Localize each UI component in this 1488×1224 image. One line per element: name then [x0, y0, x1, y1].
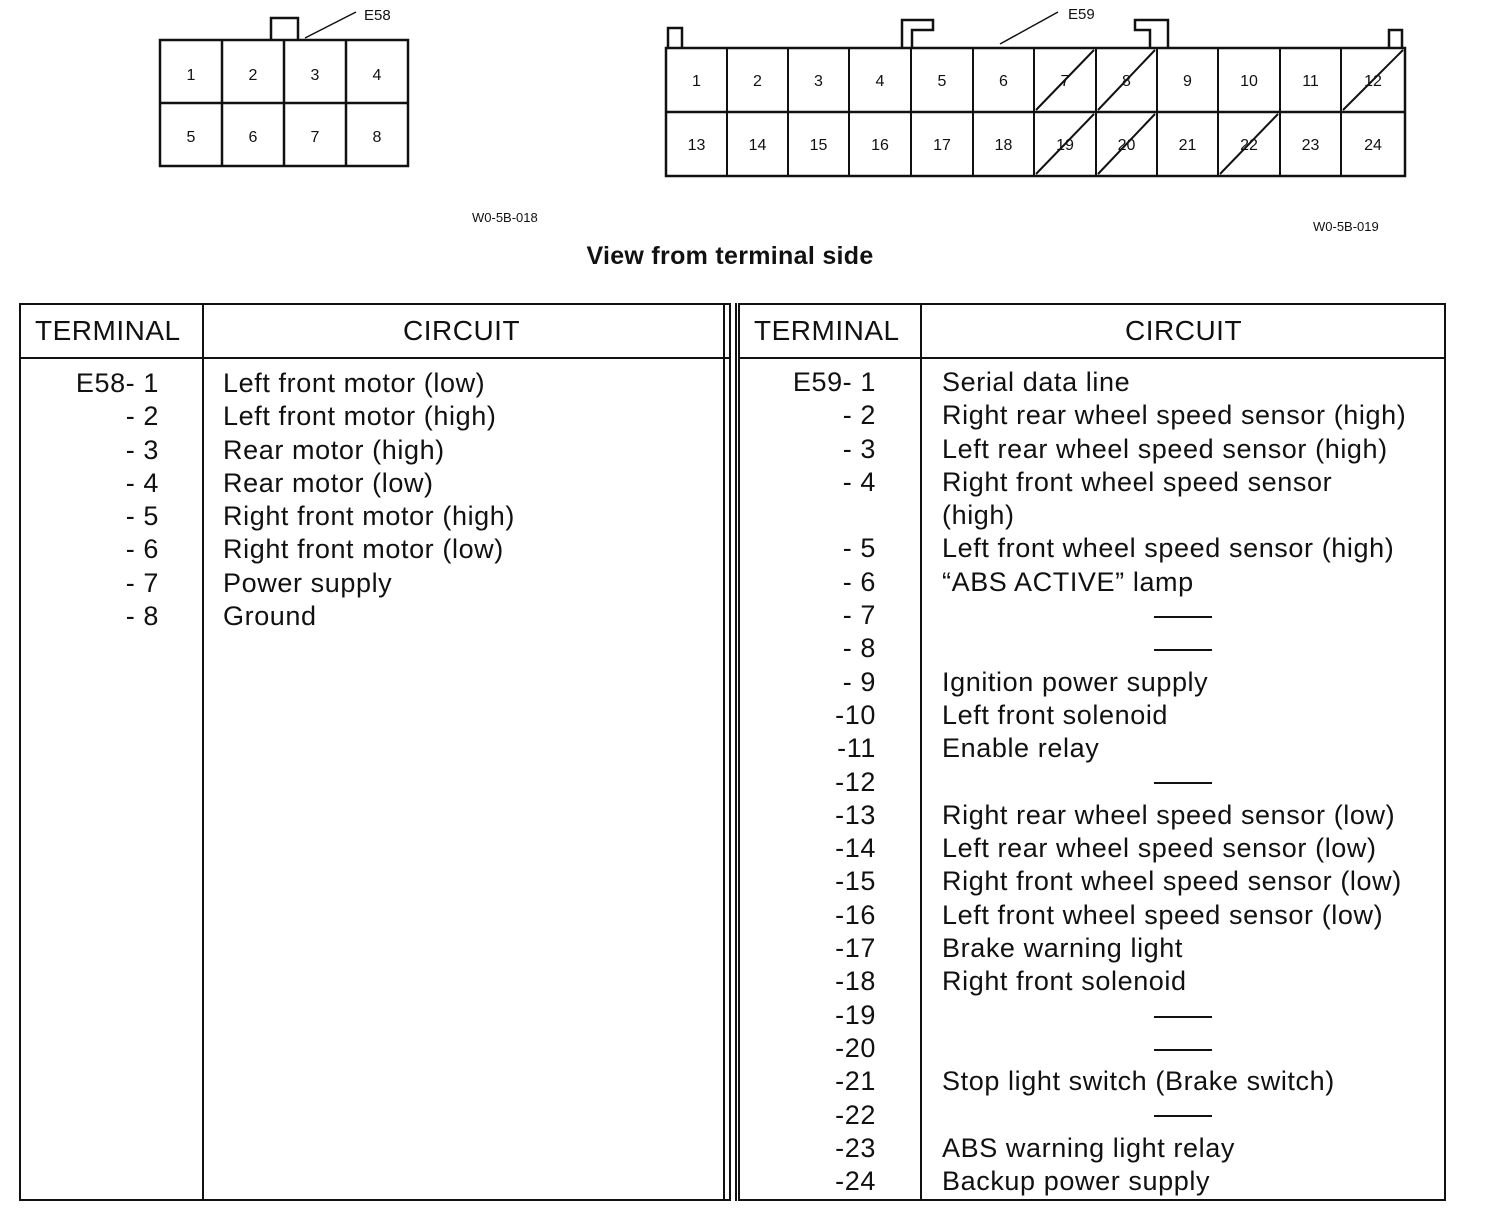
- header-terminal: TERMINAL: [754, 315, 900, 346]
- e58-figure-code: W0-5B-018: [472, 210, 538, 225]
- e59-terminal-1: - 2: [842, 400, 876, 431]
- e59-terminal-19: -19: [835, 999, 876, 1030]
- e59-pin-18: 18: [994, 137, 1013, 154]
- e59-pin-1: 1: [692, 73, 701, 90]
- e59-circuit-15: Right front wheel speed sensor (low): [942, 866, 1402, 897]
- e59-terminal-10: -10: [835, 699, 876, 730]
- e59-terminal-12: -12: [835, 766, 876, 797]
- e58-terminal-0: E58- 1: [75, 368, 159, 398]
- terminal-list: [21, 367, 159, 633]
- e58-terminal-5: - 6: [125, 534, 159, 565]
- e59-unused-pin-slash-19: [1036, 114, 1094, 174]
- not-used-dash: [1154, 1049, 1212, 1051]
- e58-terminal-7: - 8: [125, 601, 159, 632]
- e59-circuit-18: Right front solenoid: [942, 966, 1187, 997]
- not-used-dash: [1154, 616, 1212, 618]
- e59-circuit-1: Right rear wheel speed sensor (high): [942, 400, 1407, 431]
- not-used-dash: [1154, 1016, 1212, 1018]
- e59-terminal-17: -17: [835, 933, 876, 964]
- e59-pin-15: 15: [809, 137, 828, 154]
- e59-terminal-18: -18: [835, 966, 876, 997]
- e59-terminal-14: -14: [835, 833, 876, 864]
- e58-circuit-6: Power supply: [223, 567, 393, 598]
- e59-circuit-22: [942, 1099, 1406, 1132]
- e58-pin-3: 3: [310, 67, 320, 84]
- e58-circuit-4: Right front motor (high): [223, 501, 516, 532]
- e59-pin-22: 22: [1240, 137, 1258, 154]
- e59-circuit-24: Backup power supply: [942, 1166, 1211, 1197]
- e59-circuit-23: ABS warning light relay: [942, 1132, 1235, 1163]
- e59-terminal-6: - 6: [842, 566, 876, 597]
- e59-pin-13: 13: [687, 137, 706, 154]
- e59-circuit-19: [942, 999, 1406, 1032]
- e59-circuit-5: Left front wheel speed sensor (high): [942, 533, 1395, 564]
- e59-circuit-10: Left front solenoid: [942, 699, 1169, 730]
- e58-pin-5: 5: [186, 129, 196, 146]
- e58-pin-6: 6: [248, 129, 258, 146]
- e59-terminal-5: - 5: [842, 533, 876, 564]
- e59-terminal-8: - 8: [842, 633, 876, 664]
- e59-terminal-11: -11: [837, 733, 876, 764]
- e59-circuit-16: Left front wheel speed sensor (low): [942, 899, 1384, 930]
- e59-unused-pin-slash-22: [1220, 114, 1278, 174]
- e59-pin-11: 11: [1302, 73, 1319, 90]
- not-used-dash: [1154, 782, 1212, 784]
- header-circuit: CIRCUIT: [1125, 315, 1243, 346]
- e59-circuit-21: Stop light switch (Brake switch): [942, 1066, 1335, 1097]
- e59-circuit-12: [942, 766, 1406, 799]
- e59-pin-5: 5: [937, 73, 947, 90]
- e58-pin-7: 7: [310, 129, 320, 146]
- e59-connector: [666, 12, 1405, 176]
- e59-label: E59: [1068, 6, 1095, 23]
- e58-terminal-4: - 5: [125, 501, 159, 532]
- e58-circuit-1: Left front motor (high): [223, 401, 497, 432]
- e58-label: E58: [364, 7, 391, 24]
- e59-circuit-11: Enable relay: [942, 733, 1100, 764]
- e59-terminal-3: - 4: [842, 466, 876, 497]
- e59-pin-17: 17: [933, 137, 951, 154]
- e58-terminal-3: - 4: [125, 467, 159, 498]
- e59-terminal-22: -22: [835, 1099, 876, 1130]
- circuit-list: [942, 366, 1406, 1198]
- e59-terminal-16: -16: [835, 899, 876, 930]
- e58-circuit-3: Rear motor (low): [223, 467, 434, 498]
- not-used-dash: [1154, 1115, 1212, 1117]
- e59-terminal-2: - 3: [842, 433, 876, 464]
- table-divider: [723, 303, 737, 1201]
- e59-pin-23: 23: [1301, 137, 1320, 154]
- e58-circuit-2: Rear motor (high): [223, 434, 445, 465]
- e59-terminal-24: -24: [835, 1166, 876, 1197]
- e58-circuit-7: Ground: [223, 601, 317, 632]
- e59-circuit-4: (high): [942, 500, 1015, 531]
- header-terminal: TERMINAL: [35, 315, 181, 346]
- e59-pin-19: 19: [1056, 137, 1074, 154]
- e59-pin-12: 12: [1364, 73, 1382, 90]
- e59-pin-9: 9: [1183, 73, 1192, 90]
- e59-terminal-4: [740, 499, 876, 532]
- e59-pin-3: 3: [814, 73, 823, 90]
- e59-circuit-3: Right front wheel speed sensor: [942, 466, 1333, 497]
- e59-circuit-0: Serial data line: [942, 367, 1131, 397]
- e58-terminal-6: - 7: [125, 567, 159, 598]
- e59-pin-16: 16: [871, 137, 889, 154]
- e59-pin-14: 14: [748, 137, 767, 154]
- e58-terminal-table: [19, 303, 731, 1201]
- e59-circuit-9: Ignition power supply: [942, 666, 1209, 697]
- e59-terminal-7: - 7: [842, 600, 876, 631]
- e59-circuit-7: [942, 599, 1406, 632]
- e59-terminal-13: -13: [835, 799, 876, 830]
- e59-unused-pin-slash-20: [1098, 114, 1155, 174]
- e59-pin-10: 10: [1240, 73, 1258, 90]
- e59-unused-pin-slash-12: [1343, 50, 1403, 110]
- e58-pin-1: 1: [186, 67, 196, 84]
- e58-terminal-1: - 2: [125, 401, 159, 432]
- e59-pin-4: 4: [875, 73, 885, 90]
- e59-terminal-table: [738, 303, 1446, 1201]
- e59-pin-24: 24: [1364, 137, 1382, 154]
- e58-terminal-2: - 3: [125, 434, 159, 465]
- terminal-list: [740, 366, 876, 1198]
- e58-connector: [160, 12, 408, 166]
- e58-circuit-0: Left front motor (low): [223, 368, 486, 398]
- e59-unused-pin-slash-7: [1036, 50, 1094, 110]
- e59-pin-6: 6: [999, 73, 1008, 90]
- e59-circuit-17: Brake warning light: [942, 933, 1184, 964]
- e59-pin-8: 8: [1122, 73, 1131, 90]
- e59-pin-20: 20: [1117, 137, 1136, 154]
- e59-terminal-23: -23: [835, 1132, 876, 1163]
- e59-pin-21: 21: [1178, 137, 1197, 154]
- e58-pin-4: 4: [372, 67, 382, 84]
- diagram-title: View from terminal side: [586, 242, 874, 270]
- e58-circuit-5: Right front motor (low): [223, 534, 504, 565]
- e59-circuit-6: “ABS ACTIVE” lamp: [942, 566, 1194, 597]
- e59-terminal-20: -20: [835, 1032, 876, 1063]
- e59-circuit-20: [942, 1032, 1406, 1065]
- header-circuit: CIRCUIT: [403, 315, 521, 346]
- e59-figure-code: W0-5B-019: [1313, 219, 1379, 234]
- e59-circuit-2: Left rear wheel speed sensor (high): [942, 433, 1388, 464]
- e59-circuit-14: Left rear wheel speed sensor (low): [942, 833, 1377, 864]
- e59-circuit-8: [942, 632, 1406, 665]
- circuit-list: [223, 367, 515, 633]
- e59-terminal-15: -15: [835, 866, 876, 897]
- e59-pin-7: 7: [1060, 73, 1070, 90]
- e59-terminal-0: E59- 1: [792, 367, 876, 397]
- e59-terminal-21: -21: [835, 1066, 876, 1097]
- e58-pin-2: 2: [248, 67, 258, 84]
- e59-unused-pin-slash-8: [1098, 50, 1155, 110]
- e59-terminal-9: - 9: [842, 666, 876, 697]
- e59-pin-2: 2: [753, 73, 762, 90]
- e59-circuit-13: Right rear wheel speed sensor (low): [942, 799, 1396, 830]
- not-used-dash: [1154, 649, 1212, 651]
- e58-pin-8: 8: [372, 129, 382, 146]
